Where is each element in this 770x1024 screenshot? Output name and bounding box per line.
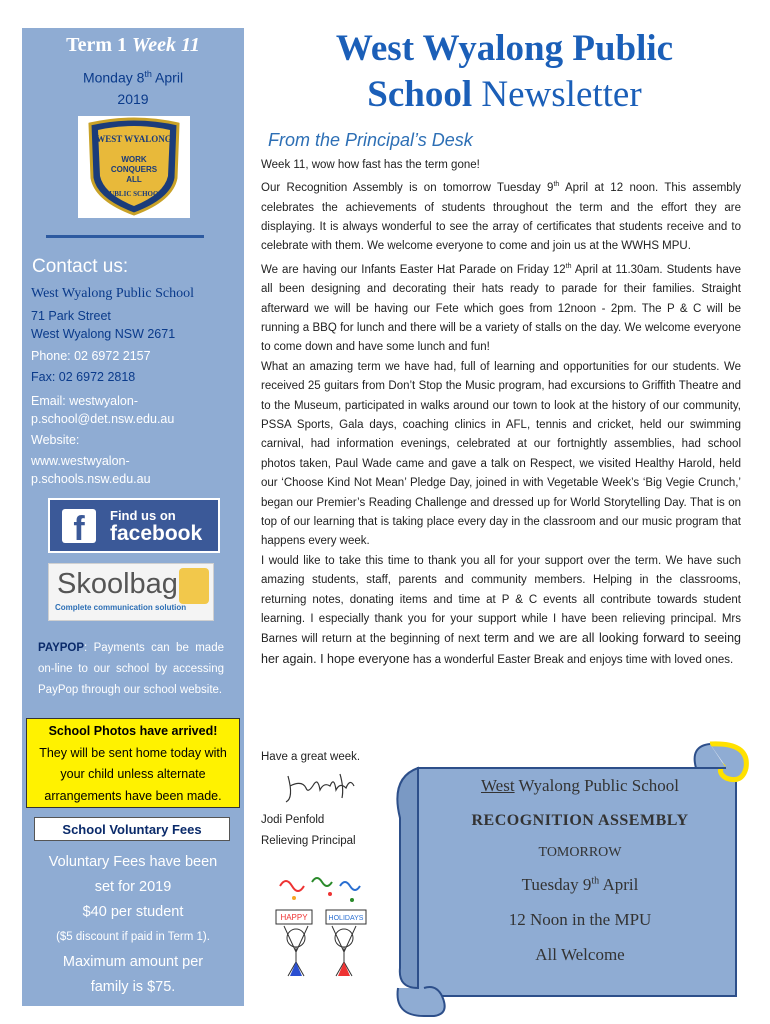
contact-heading: Contact us: — [32, 256, 129, 277]
facebook-name-text: facebook — [110, 522, 203, 545]
voluntary-fees-line: $40 per student — [82, 904, 184, 920]
svg-text:WEST WYALONG: WEST WYALONG — [96, 134, 172, 144]
svg-text:ALL: ALL — [126, 175, 142, 184]
school-crest-logo — [78, 116, 190, 218]
message-paragraph: We are having our Infants Easter Hat Parade on Friday 12th April at 11.30am. Students have all been designing and decorating their hats ready to parade for their families. Straight afterward we will be having our Fete which goes from 12noon - 2pm. The P & C will be running a BBQ for lunch and there will be a variety of stalls on the day. We welcome everyone to come down and have some lunch and fun! — [261, 262, 741, 354]
principal-desk-heading: From the Principal’s Desk — [268, 130, 473, 150]
scroll-school-name: West Wyalong Public School — [481, 776, 679, 795]
contact-fax: Fax: 02 6972 2818 — [31, 370, 136, 384]
newsletter-title: West Wyalong Public School Newsletter — [335, 28, 674, 115]
voluntary-fees-line: set for 2019 — [94, 879, 172, 895]
svg-text:CONQUERS: CONQUERS — [110, 165, 158, 174]
voluntary-fees-heading: School Voluntary Fees — [34, 817, 230, 841]
contact-email-link[interactable]: p.school@det.nsw.edu.au — [31, 412, 175, 426]
svg-text:WORK: WORK — [121, 155, 147, 164]
principal-signature — [280, 768, 370, 808]
voluntary-fees-line: Maximum amount per — [62, 954, 204, 970]
contact-website-link-2[interactable]: p.schools.nsw.edu.au — [31, 472, 151, 486]
facebook-badge[interactable] — [48, 498, 220, 553]
paypop-note — [38, 638, 224, 701]
school-photos-notice — [26, 718, 240, 808]
svg-text:HOLIDAYS: HOLIDAYS — [328, 915, 364, 922]
contact-address-street: 71 Park Street — [31, 309, 111, 323]
message-paragraph: Week 11, wow how fast has the term gone! — [261, 159, 480, 171]
school-photos-title: School Photos have arrived! — [48, 724, 218, 738]
facebook-find-text: Find us on — [110, 508, 176, 523]
voluntary-fees-details — [22, 850, 244, 1000]
contact-email-label: Email: westwyalon- — [31, 394, 138, 408]
message-paragraph: I would like to take this time to thank you all for your support over the term. We have such amazing students, staff, parents and community members. Helping in the classrooms, returning notes, donating items and time at P & C events all contribute towards student learning. I especially thank you for your support while I have been relieving principal. Mrs Barnes will return at the beginning of next term and we are all looking forward to seeing her again. I hope everyone has a wonderful Easter Break and enjoys time with loved ones. — [261, 554, 741, 666]
paypop-label: PAYPOP — [38, 642, 85, 654]
closing-line: Have a great week. — [261, 751, 361, 763]
message-paragraph: Our Recognition Assembly is on tomorrow Tuesday 9th April at 12 noon. This assembly celebrates the achievements of students throughout the term and the effort they are displaying. It is always wonderful to see the array of certificates that students receive and to celebrate with them. We welcome everyone to come and join us at the WWHS MPU. — [261, 181, 742, 253]
contact-address-town: West Wyalong NSW 2671 — [31, 327, 176, 341]
scroll-welcome: All Welcome — [535, 945, 625, 964]
paypop-text: : Payments can be made on-line to our school by accessing PayPop through our school website. — [38, 642, 224, 696]
principal-message — [261, 156, 741, 670]
sidebar-divider — [46, 235, 204, 238]
facebook-icon: f — [62, 509, 96, 543]
issue-date: Monday 8th April 2019 — [82, 69, 184, 107]
term-week-heading: Term 1 Week 11 — [66, 34, 200, 56]
school-photos-text: They will be sent home today with your child unless alternate arrangements have been made. — [39, 745, 227, 803]
sidebar — [22, 28, 244, 1006]
skoolbag-bag-icon — [179, 568, 209, 604]
signer-role: Relieving Principal — [261, 835, 356, 847]
signer-name: Jodi Penfold — [261, 814, 325, 826]
skoolbag-badge[interactable] — [48, 563, 214, 621]
voluntary-fees-line: Voluntary Fees have been — [48, 854, 218, 870]
svg-text:HAPPY: HAPPY — [280, 913, 308, 922]
scroll-event-title: RECOGNITION ASSEMBLY — [471, 812, 689, 829]
contact-website-label: Website: — [31, 433, 80, 447]
svg-text:PUBLIC SCHOOL: PUBLIC SCHOOL — [104, 190, 164, 198]
voluntary-fees-discount: ($5 discount if paid in Term 1). — [56, 931, 210, 943]
skoolbag-tagline: Complete communication solution — [55, 603, 187, 612]
contact-website-link-1[interactable]: www.westwyalon- — [31, 454, 130, 468]
voluntary-fees-line: family is $75. — [90, 979, 176, 995]
happy-holidays-clipart — [272, 872, 372, 990]
message-paragraph: What an amazing term we have had, full of learning and opportunities for our students. We received 25 guitars from Don’t Stop the Music program, had excursions to Griffith Theatre and to the Museum, participated in walks around our town to look at the history of our community, PSSA Sports, Gala days, coaching clinics in AFL, tennis and cricket, held our swimming carnival, had information evenings, celebrated at our fortnightly assemblies, had school photos taken, Paul Wade came and gave a talk on Respect, we visited Healthy Harold, held our ‘Choose Kind Not Mean’ Pledge Day, joined in with Vegetable Week’s ‘Big Vegie Crunch,’ began our Premier’s Reading Challenge and dressed up for World Storytelling Day. That is on top of our learning that is taking place every day in the classroom and our music program that happens every week. — [261, 360, 741, 548]
scroll-date: Tuesday 9th April — [521, 875, 639, 894]
skoolbag-name: Skoolbag — [57, 568, 178, 600]
contact-phone: Phone: 02 6972 2157 — [31, 349, 151, 363]
scroll-when: TOMORROW — [538, 845, 622, 860]
scroll-time-place: 12 Noon in the MPU — [508, 910, 652, 929]
contact-school-name: West Wyalong Public School — [31, 286, 195, 301]
